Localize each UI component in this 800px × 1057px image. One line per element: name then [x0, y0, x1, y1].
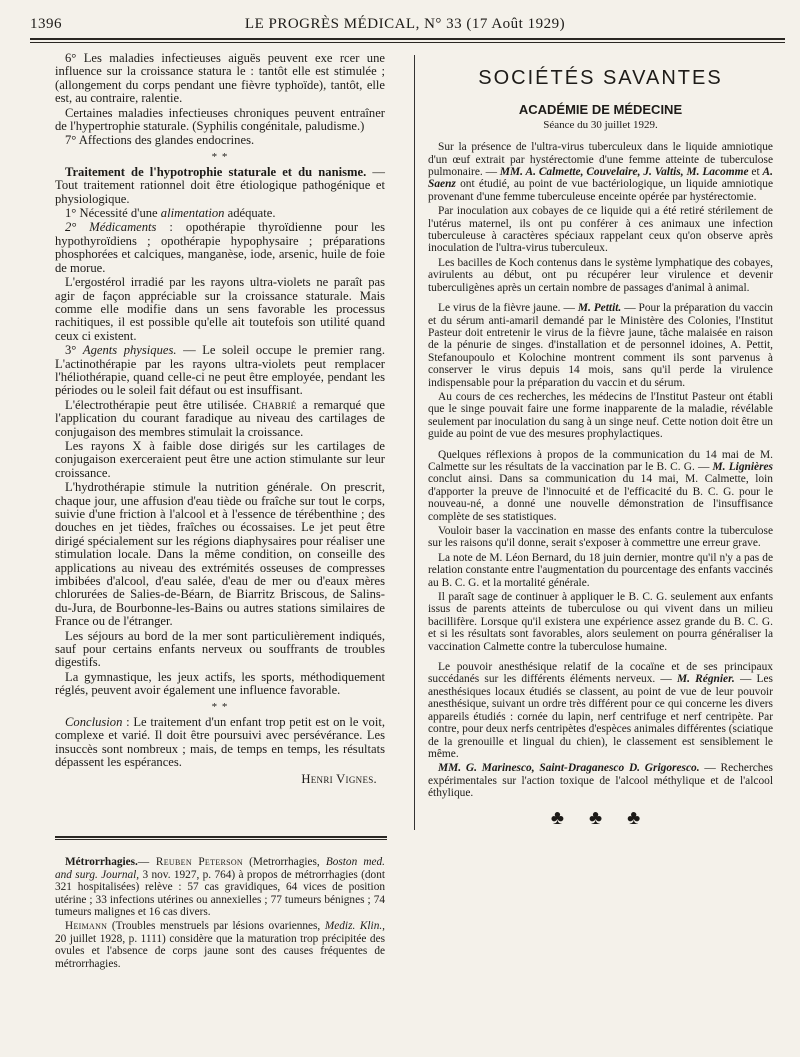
text: : opothérapie thyroïdienne pour les hypothyroïdiens ; opothérapie hypophysaire ; préparations phosphorées et calciques, manganèse, iode, arsenic, huile de foie de morue. [55, 220, 385, 275]
left-column [55, 52, 385, 787]
authors: M. Régnier. [677, 673, 735, 686]
section-intro: — Tout traitement rationnel doit être étiologique pathogénique et physiologique. [55, 164, 385, 206]
paragraph [55, 207, 385, 220]
paragraph: Vouloir baser la vaccination en masse des enfants contre la tuberculose sur les raisons qu'il donne, serait s'exposer à commettre une erreur grave. [428, 525, 773, 550]
communication [428, 661, 773, 799]
text: — Le soleil occupe le premier rang. L'actinothérapie par les rayons ultra-violets peut remplacer l'héliothérapie, quand celle-ci ne peut être employée, pendant les périodes ou le soleil fait défaut ou est insuffisant. [55, 343, 385, 398]
paragraph [428, 449, 773, 523]
paragraph: Par inoculation aux cobayes de ce liquide qui a été retiré stérilement de l'utérus maternel, ils ont pu conférer à ces animaux une infection tuberculeuse à caractères spéciaux rappelant ceux qu'on observe après inoculation de l'ultra-virus tuberculeux. [428, 205, 773, 255]
header-rule-thin [30, 42, 785, 43]
text: (Troubles menstruels par lésions ovariennes, [107, 919, 325, 932]
text: adéquate. [224, 206, 276, 221]
academy-heading: ACADÉMIE DE MÉDECINE [518, 102, 683, 118]
paragraph: 6° Les maladies infectieuses aiguës peuvent exe rcer une influence sur la croissance statura le : tantôt elle est stimulée ; (allongement du corps pendant une fièvre typhoïde), tantôt, elle est, au contraire, ralentie. [55, 51, 385, 106]
abstract-rule-thin [55, 839, 387, 840]
paragraph [428, 302, 773, 389]
header-rule [30, 38, 785, 40]
abstract-item [55, 920, 385, 970]
text: ont étudié, au point de vue bactériologique, un liquide amniotique provenant d'une femme tuberculeuse enceinte opérée par hystérectomie. [428, 178, 773, 203]
journal-name: Mediz. Klin., [324, 919, 385, 932]
communication [428, 141, 773, 294]
section-heading: SOCIÉTÉS SAVANTES [478, 67, 723, 89]
authors: M. Pettit. [577, 302, 622, 315]
italic-text: 2° Médicaments [65, 220, 157, 235]
section-paragraph [55, 166, 385, 206]
paragraph: Les séjours au bord de la mer sont particulièrement indiqués, sauf pour certains enfants nerveux ou souffrants de troubles digestifs. [55, 628, 385, 670]
text: Quelques réflexions à propos de la communication du 14 mai de M. Calmette sur les résultats de la vaccination par le B. C. G. — [428, 448, 773, 473]
text: Le virus de la fièvre jaune. — [438, 302, 578, 315]
italic-text: Conclusion [65, 714, 123, 729]
author-name: Heimann [65, 919, 108, 932]
paragraph: L'hydrothérapie stimule la nutrition générale. On prescrit, chaque jour, une affusion d'eau tiède ou fraîche sur tout le corps, suivie d'une friction à l'alcool et à l'essence de térébenthine ; des douches en jet tièdes, fraîches ou écossaises. Le jet peut être dirigé spécialement sur les régions diaphysaires pour réaliser une stimulation locale. Dans la même condition, on conseille des applications au niveau des extrémités osseuses de compresses imbibées d'alcool, d'eau salée, d'eau de mer ou d'eaux mères chlorurées de Salies-de-Béarn, de Biarritz Briscous, de Salins-du-Jura, de Bourbonne-les-Bains ou autres stations similaires de France ou de l'étranger. [55, 480, 385, 629]
authors: M. Lignières [712, 460, 773, 473]
paragraph [428, 661, 773, 760]
communication [428, 449, 773, 654]
text: (Metrorrhagies, [243, 856, 326, 868]
paragraph [55, 344, 385, 398]
paragraph: La note de M. Léon Bernard, du 18 juin dernier, montre qu'il n'y a pas de relation constante entre l'augmentation du pourcentage des enfants vaccinés au B. C. G. et la mortalité générale. [428, 551, 773, 589]
abstract-item [55, 856, 385, 919]
paragraph: Il paraît sage de continuer à appliquer le B. C. G. seulement aux enfants issus de parents atteints de tuberculose ou qui vivent dans un milieu bacillifère. Lorsque qu'il existera une expérience assez grande du B. C. G. et si les résultats sont favorables, alors seulement on pourra généraliser la vaccination Calmette contre la tuberculose humaine. [428, 591, 773, 653]
journal-name: Boston med. and surg. Journal, [55, 856, 385, 881]
paragraph: Certaines maladies infectieuses chroniques peuvent entraîner de l'hypertrophie staturale. (Syphilis congénitale, paludisme.) [55, 105, 385, 134]
text: 3 nov. 1927, p. 764) à propos de métrorrhagies (dont 321 hospitalisées) relève : 57 cas gravidiques, 64 vices de position utérine ; 33 infections utérines ou annexielles ; 77 tumeurs bénignes ; 74 tumeurs malignes et 16 cas divers. [55, 868, 385, 919]
text: 20 juillet 1928, p. 1111) considère que la maturation trop précipitée des ovules et l'absence de corps jaune sont des causes fréquentes de métrorrhagies. [55, 932, 385, 970]
text: — Pour la préparation du vaccin et du sérum anti-amaril demandé par le Ministère des Colonies, l'Institut Pasteur doit entretenir le virus de la fièvre jaune, tâche malaisée en raison de la pénurie de singes. d'installation et de personnel idoines, A. Pettit, Stefanoupoulo et Kolochine montrent comment ils sont parvenus à conserver le virus depuis 14 mois, sans qu'il perde la virulence indispensable pour la préparation du vaccin et du sérum. [428, 302, 773, 389]
paragraph: 7° Affections des glandes endocrines. [65, 133, 255, 148]
section-title: Traitement de l'hypotrophie staturale et du nanisme. [65, 164, 367, 179]
text: — Recherches expérimentales sur l'action toxique de l'alcool méthylique et de l'alcool éthylique. [428, 762, 773, 800]
text: : Le traitement d'un enfant trop petit est on le voit, complexe et varié. Il doit être poursuivi avec persévérance. Les insuccès sont nombreux ; mais, de temps en temps, les résultats dépassent les espérances. [55, 714, 385, 769]
author-name: Chabrié [252, 397, 297, 412]
paragraph [428, 141, 773, 203]
text: Sur la présence de l'ultra-virus tuberculeux dans le liquide amniotique d'un œuf extrait par hystérectomie d'une femme atteinte de tuberculose pulmonaire. — [428, 141, 773, 179]
authors: MM. A. Calmette, Couvelaire, J. Valtis, M. Lacomme [499, 166, 749, 179]
text: 3° [65, 343, 83, 358]
conclusion [55, 716, 385, 770]
text: 1° Nécessité d'une [65, 206, 161, 221]
session-date: Séance du 30 juillet 1929. [543, 118, 658, 131]
authors: MM. G. Marinesco, Saint-Draganesco D. Grigoresco. [438, 762, 700, 775]
asterism: * * [211, 150, 229, 163]
paragraph [55, 399, 385, 439]
text: et [748, 166, 763, 179]
abstract-title: Métrorrhagies. [65, 856, 138, 868]
paragraph [55, 221, 385, 275]
right-column [428, 52, 774, 829]
running-title: LE PROGRÈS MÉDICAL, N° 33 (17 Août 1929) [244, 16, 566, 32]
text: a remarqué que l'application du courant faradique au niveau des cartilages de conjugaison des membres stimulait la croissance. [55, 397, 385, 439]
page-header [30, 14, 780, 36]
communication [428, 302, 773, 440]
paragraph: La gymnastique, les jeux actifs, les sports, méthodiquement réglés, peuvent avoir également une influence favorable. [55, 669, 385, 698]
italic-text: Agents physiques. [82, 343, 177, 358]
text: conclut ainsi. Dans sa communication du 14 mai, M. Calmette, loin d'apporter la preuve de l'innocuité et de l'efficacité du B. C. G. pour le nouveau-né, a donné une nouvelle démonstration de l'insuffisance complète de ses statistiques. [428, 473, 773, 523]
text: Le pouvoir anesthésique relatif de la cocaïne et de ses principaux succédanés sur les différents éléments nerveux. — [428, 661, 773, 686]
text: L'électrothérapie peut être utilisée. [65, 397, 253, 412]
italic-text: alimentation [160, 206, 225, 221]
text: — Les anesthésiques locaux étudiés se classent, au point de vue de leur pouvoir anesthésique, suivant un ordre très différent pour ce qui concerne les divers appareils étudiés : cornée du lapin, nerf centrifuge et nerf centripète. Par contre, pour deux nerfs centripètes d'espèces animales différentes (sciatique de la grenouille et lingual du chien), le classement est sensiblement le même. [428, 673, 774, 760]
paragraph: L'ergostérol irradié par les rayons ultra-violets ne paraît pas agir de façon appréciable sur la croissance staturale. Mais comme elle modifie dans un sens favorable les processus rachitiques, il est possible qu'elle ait toutefois son utilité quand ceux ci existent. [55, 275, 385, 343]
authors: A. Saenz [428, 166, 773, 191]
paragraph [428, 762, 773, 799]
abstracts [55, 856, 385, 971]
paragraph: Les bacilles de Koch contenus dans le système lymphatique des cobayes, avirulents au début, ont pu récupérer leur virulence et devenir tuberculigènes après un certain nombre de passages d'animal à animal. [428, 256, 773, 294]
asterism: * * [211, 700, 229, 713]
author-name: — Reuben Peterson [137, 856, 244, 868]
column-divider [414, 55, 415, 830]
abstract-rule [55, 836, 387, 838]
signature: Henri Vignes. [301, 772, 377, 787]
paragraph: Les rayons X à faible dose dirigés sur les cartilages de conjugaison exerceraient peut être une action stimulante sur leur croissance. [55, 438, 385, 480]
page-number: 1396 [30, 16, 62, 32]
paragraph: Au cours de ces recherches, les médecins de l'Institut Pasteur ont établi que le singe pouvait faire une forme inapparente de la maladie, révélable seulement par inoculation du sang à un singe neuf. Cette notion doit être un guide au point de vue des mesures prophylactiques. [428, 390, 773, 441]
club-ornament: ♣ ♣ ♣ [550, 806, 651, 829]
